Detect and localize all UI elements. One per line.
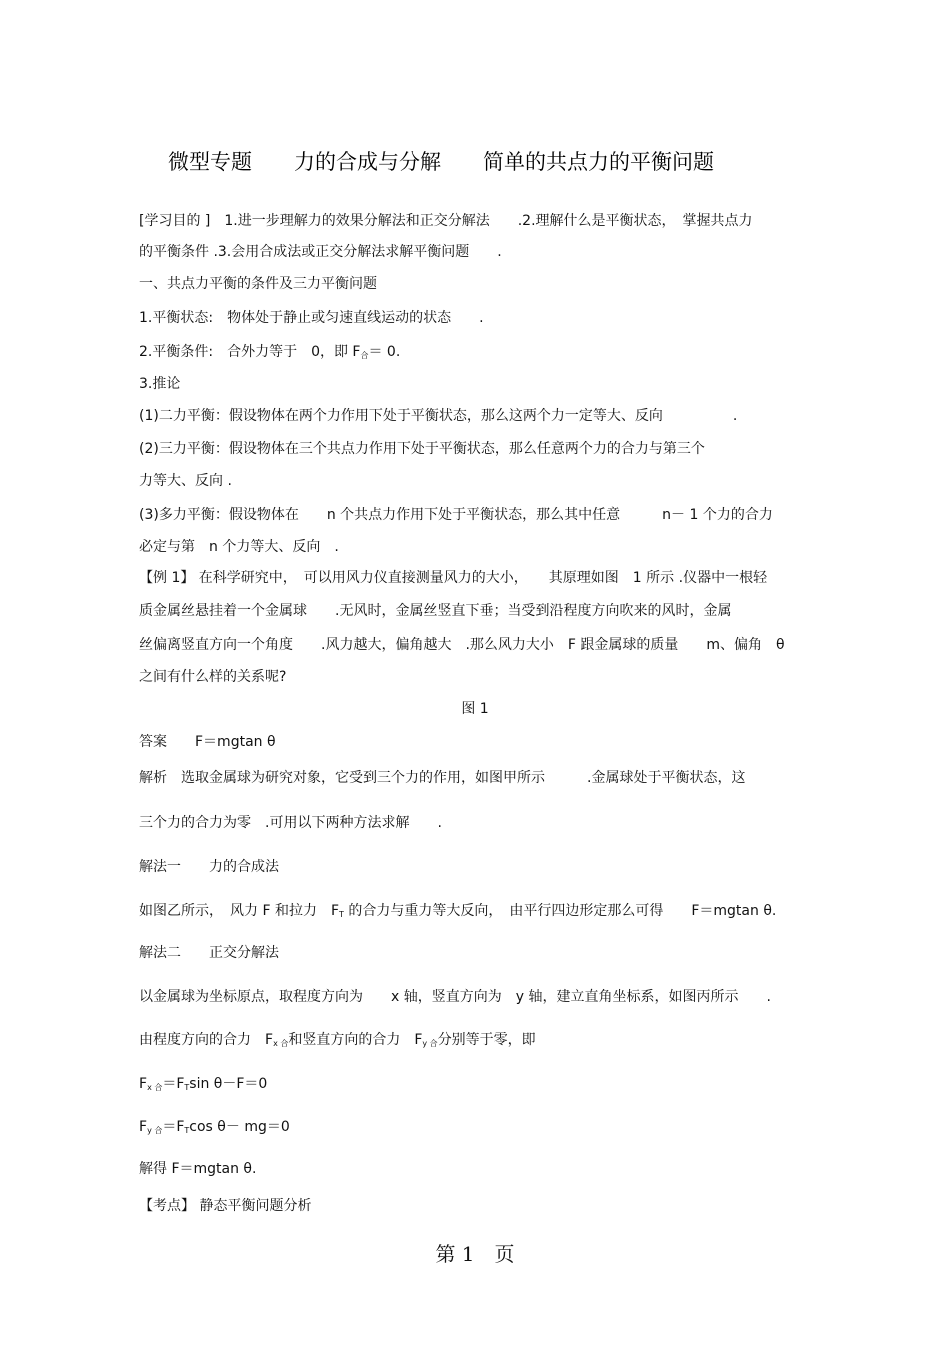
multi-force-balance-1: (3)多力平衡：假设物体在 n 个共点力作用下处于平衡状态，那么其中任意 n－ 1 个力的合力 [139, 507, 773, 523]
method-1-title: 解法一 力的合成法 [139, 859, 279, 875]
subscript: 合 [360, 351, 369, 360]
figure-caption: 图 1 [461, 701, 489, 717]
balance-condition-text: 2.平衡条件: 合外力等于 0，即 F [139, 344, 361, 360]
objectives-line-2: 的平衡条件 .3.会用合成法或正交分解法求解平衡问题 . [139, 244, 502, 260]
page-title: 微型专题 力的合成与分解 简单的共点力的平衡问题 [168, 150, 714, 174]
equation-x [139, 1074, 267, 1098]
subscript: x 合 [147, 1083, 163, 1092]
eq-text: sin θ－F＝0 [189, 1076, 268, 1092]
method-2-line-1: 以金属球为坐标原点，取程度方向为 x 轴，竖直方向为 y 轴，建立直角坐标系，如图丙所示 . [139, 989, 771, 1005]
balance-condition [139, 342, 400, 366]
exam-point: 【考点】 静态平衡问题分析 [139, 1198, 312, 1214]
analysis-line-1: 解析 选取金属球为研究对象，它受到三个力的作用，如图甲所示 .金属球处于平衡状态，这 [139, 770, 746, 786]
two-force-balance: (1)二力平衡：假设物体在两个力作用下处于平衡状态，那么这两个力一定等大、反向 . [139, 408, 738, 424]
objectives-line-1: [学习目的 ] 1.进一步理解力的效果分解法和正交分解法 .2.理解什么是平衡状态， 掌握共点力 [139, 213, 753, 229]
method-2-text-a: 由程度方向的合力 F [139, 1032, 274, 1048]
method-1-text: 如图乙所示， 风力 F 和拉力 F [139, 903, 340, 919]
subscript: T [184, 1126, 190, 1135]
method-1-body [139, 901, 776, 925]
balance-state: 1.平衡状态: 物体处于静止或匀速直线运动的状态 . [139, 310, 484, 326]
method-2-line-2 [139, 1030, 536, 1054]
eq-text: cos θ－ mg＝0 [189, 1119, 290, 1135]
corollary-heading: 3.推论 [139, 376, 181, 392]
solution: 解得 F＝mgtan θ. [139, 1161, 257, 1177]
equation-y [139, 1117, 290, 1141]
three-force-balance-2: 力等大、反向 . [139, 473, 232, 489]
subscript: y 合 [422, 1039, 438, 1048]
example-line-4: 之间有什么样的关系呢? [139, 669, 287, 685]
method-2-title: 解法二 正交分解法 [139, 945, 279, 961]
method-2-text-b: 和竖直方向的合力 F [288, 1032, 423, 1048]
subscript: T [184, 1083, 190, 1092]
eq-text: ＝F [162, 1119, 185, 1135]
example-line-1: 【例 1】 在科学研究中， 可以用风力仪直接测量风力的大小， 其原理如图 1 所示 .仪器中一根轻 [139, 570, 768, 586]
multi-force-balance-2: 必定与第 n 个力等大、反向 . [139, 539, 339, 555]
section-heading: 一、共点力平衡的条件及三力平衡问题 [139, 276, 377, 292]
subscript: T [339, 910, 344, 919]
analysis-line-2: 三个力的合力为零 .可用以下两种方法求解 . [139, 815, 442, 831]
subscript: x 合 [273, 1039, 289, 1048]
page-footer: 第 1 页 [435, 1242, 515, 1266]
example-line-2: 质金属丝悬挂着一个金属球 .无风时，金属丝竖直下垂；当受到沿程度方向吹来的风时，金属 [139, 603, 732, 619]
method-1-text-end: 的合力与重力等大反向， 由平行四边形定那么可得 F＝mgtan θ. [343, 903, 777, 919]
answer: 答案 F＝mgtan θ [139, 734, 276, 750]
eq-text: ＝F [162, 1076, 185, 1092]
eq-text: F [139, 1076, 148, 1092]
method-2-text-c: 分别等于零，即 [437, 1032, 536, 1048]
example-line-3: 丝偏离竖直方向一个角度 .风力越大，偏角越大 .那么风力大小 F 跟金属球的质量 m、偏角 θ [139, 637, 785, 653]
balance-condition-end: ＝ 0. [368, 344, 401, 360]
eq-text: F [139, 1119, 148, 1135]
three-force-balance-1: (2)三力平衡：假设物体在三个共点力作用下处于平衡状态，那么任意两个力的合力与第三个 [139, 441, 705, 457]
subscript: y 合 [147, 1126, 163, 1135]
